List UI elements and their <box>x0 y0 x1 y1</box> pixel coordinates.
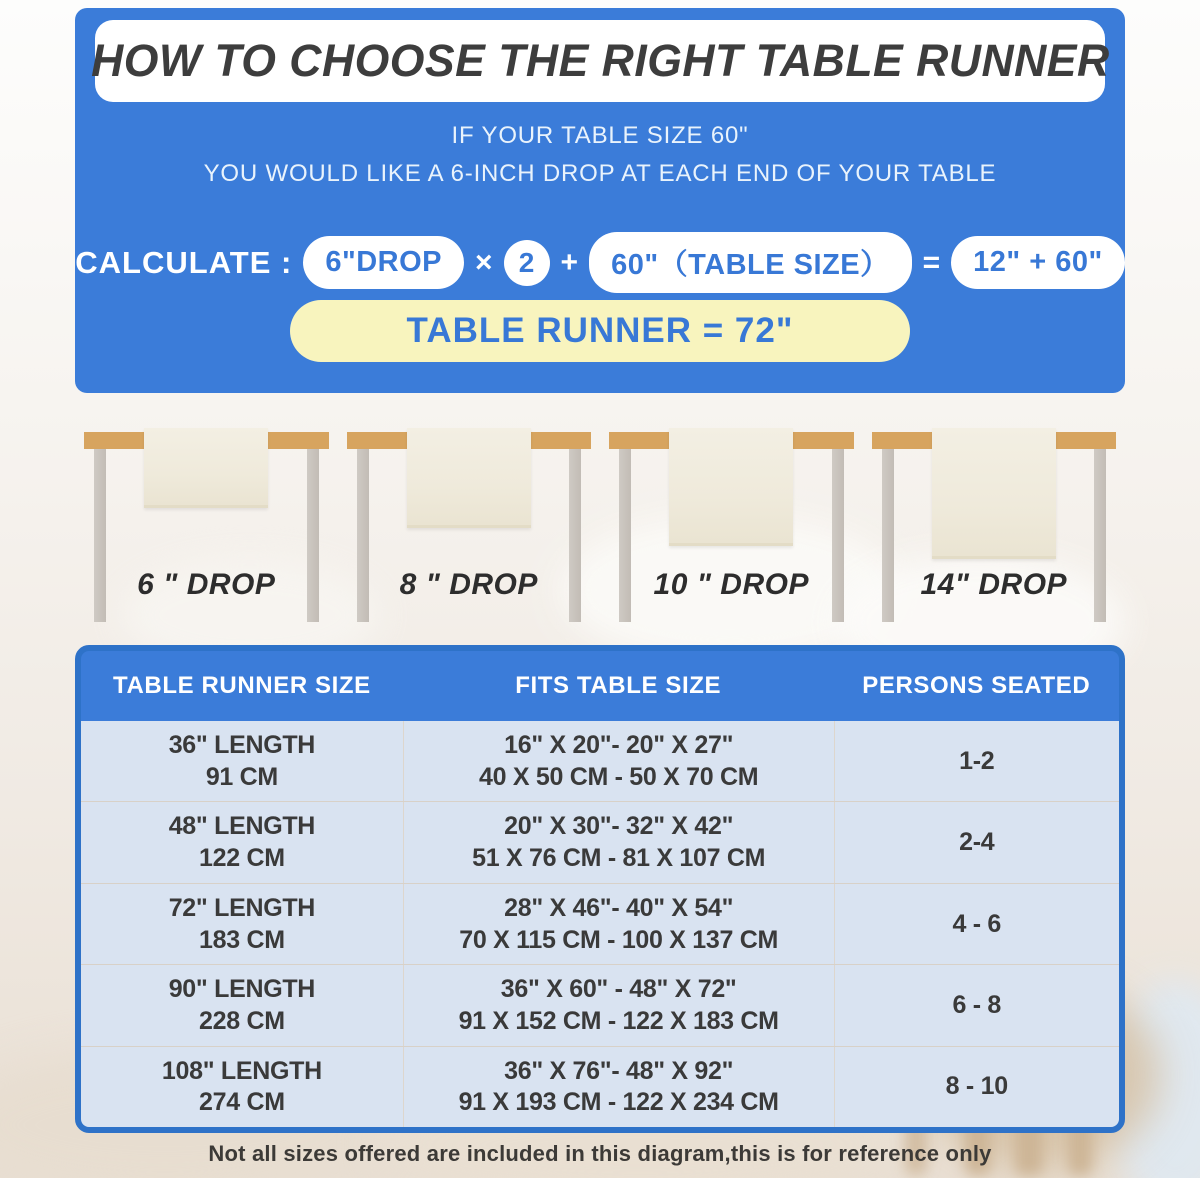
header-runner-size: TABLE RUNNER SIZE <box>113 672 371 699</box>
result-pill <box>290 300 910 362</box>
fits-size-inches: 36" X 76"- 48" X 92" <box>504 1056 734 1085</box>
runner-length-cm: 91 CM <box>205 762 278 791</box>
drop-figure-8 <box>338 420 601 646</box>
size-chart-body <box>81 721 1119 1127</box>
drop-label: 6 " DROP <box>137 568 276 601</box>
subtitle-line2: YOU WOULD LIKE A 6-INCH DROP AT EACH END OF YOUR TABLE <box>203 160 997 187</box>
drop-examples <box>75 420 1125 646</box>
persons-cell <box>834 884 1119 964</box>
table-runner-icon <box>932 428 1056 559</box>
drop-figure-14 <box>863 420 1126 646</box>
runner-size-cell <box>81 802 403 882</box>
footer-note: Not all sizes offered are included in this diagram,this is for reference only <box>208 1141 992 1166</box>
fits-size-cell <box>403 965 834 1045</box>
persons-cell <box>834 965 1119 1045</box>
drop-label: 8 " DROP <box>399 568 538 601</box>
runner-length-cm: 122 CM <box>199 844 285 873</box>
title-bar <box>90 20 1110 102</box>
fits-size-cell <box>403 1047 834 1127</box>
fits-size-inches: 36" X 60" - 48" X 72" <box>500 975 737 1004</box>
table-row <box>81 801 1119 882</box>
runner-length-inches: 72" LENGTH <box>168 893 316 922</box>
fits-size-cm: 51 X 76 CM - 81 X 107 CM <box>472 844 766 873</box>
drop-figure-10 <box>600 420 863 646</box>
result-text: TABLE RUNNER = 72" <box>406 311 794 350</box>
subtitle-line1: IF YOUR TABLE SIZE 60" <box>451 122 749 149</box>
persons-value: 6 - 8 <box>952 991 1002 1020</box>
runner-size-cell <box>81 1047 403 1127</box>
table-row <box>81 721 1119 801</box>
plus-sign: + <box>560 245 579 279</box>
drop-label: 14" DROP <box>920 568 1068 601</box>
header-persons-seated: PERSONS SEATED <box>862 672 1091 699</box>
calculation-row <box>75 232 1125 293</box>
table-row <box>81 1046 1119 1127</box>
fits-size-inches: 20" X 30"- 32" X 42" <box>504 812 734 841</box>
page-title: HOW TO CHOOSE THE RIGHT TABLE RUNNER <box>90 35 1110 86</box>
runner-length-cm: 183 CM <box>199 925 285 954</box>
multiplier-badge: 2 <box>504 240 550 286</box>
runner-length-cm: 274 CM <box>199 1088 285 1117</box>
fits-size-inches: 16" X 20"- 20" X 27" <box>504 730 734 759</box>
fits-size-cell <box>403 802 834 882</box>
persons-value: 8 - 10 <box>945 1072 1008 1101</box>
drop-label: 10 " DROP <box>653 568 809 601</box>
header-panel <box>75 8 1125 393</box>
table-runner-icon <box>407 428 531 528</box>
size-chart-header <box>81 651 1119 721</box>
calculate-label: CALCULATE : <box>75 244 293 280</box>
size-chart <box>75 645 1125 1133</box>
persons-cell <box>834 802 1119 882</box>
persons-value: 2-4 <box>959 828 995 857</box>
equals-sign: = <box>922 245 941 279</box>
runner-length-inches: 90" LENGTH <box>168 975 316 1004</box>
runner-length-inches: 108" LENGTH <box>161 1056 322 1085</box>
table-row <box>81 964 1119 1045</box>
drop-figure-6 <box>75 420 338 646</box>
sum-pill: 12" + 60" <box>951 236 1125 289</box>
runner-size-cell <box>81 965 403 1045</box>
multiply-sign: × <box>475 245 493 279</box>
table-size-pill: 60"（TABLE SIZE） <box>589 232 912 293</box>
persons-cell <box>834 721 1119 801</box>
runner-length-inches: 36" LENGTH <box>168 730 316 759</box>
fits-size-cm: 40 X 50 CM - 50 X 70 CM <box>478 762 759 791</box>
persons-value: 1-2 <box>959 746 995 775</box>
drop-pill: 6"DROP <box>303 236 464 289</box>
fits-size-cell <box>403 884 834 964</box>
fits-size-cm: 91 X 193 CM - 122 X 234 CM <box>458 1088 779 1117</box>
table-row <box>81 883 1119 964</box>
persons-cell <box>834 1047 1119 1127</box>
runner-size-cell <box>81 884 403 964</box>
runner-length-cm: 228 CM <box>199 1006 285 1035</box>
runner-size-cell <box>81 721 403 801</box>
fits-size-inches: 28" X 46"- 40" X 54" <box>504 893 734 922</box>
fits-size-cm: 70 X 115 CM - 100 X 137 CM <box>459 925 779 954</box>
persons-value: 4 - 6 <box>952 909 1002 938</box>
table-runner-icon <box>669 428 793 546</box>
runner-length-inches: 48" LENGTH <box>168 812 316 841</box>
fits-size-cm: 91 X 152 CM - 122 X 183 CM <box>458 1006 779 1035</box>
fits-size-cell <box>403 721 834 801</box>
table-runner-icon <box>144 428 268 508</box>
header-fits-table-size: FITS TABLE SIZE <box>515 672 722 699</box>
